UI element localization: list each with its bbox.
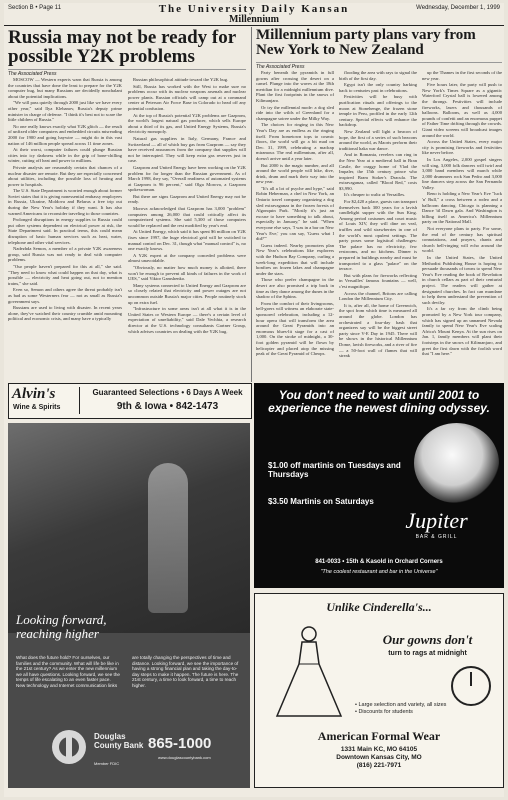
paragraph: For $2,420 a place, guests can transport themselves back 300 years for a lavish candlelight supper with the Sun King. Among period costumes and court music of Louis XIV, they will dine on veal, truffles and wild strawberries in one of the world's most opulent settings. The party poses some logistical challenges: The palace has no electricity, few restrooms, and no kitchens. Dinner is prepared in buildings nearby and must be transported to a glass "palace" on the terrace. (339, 199, 417, 272)
formal-headline: Unlike Cinderella's... (326, 600, 432, 614)
bank-copy-right: are totally changing the perspectives of time and distance. Looking forward, we see the importance of having a strong financial plan and taking the day-to-day steps to make it happen. The future is here. The 21st century, a time to look forward, a time to reach higher. (132, 655, 239, 688)
paragraph: New Zealand will light a beacon of hope, the first of a series of such beacons around the world, as Maoris perform their traditional haka war dance. (339, 128, 417, 151)
alvins-line2: 9th & Iowa • 842-1473 (116, 401, 219, 412)
page-header (4, 3, 504, 26)
formal-bullets (355, 702, 446, 716)
paragraph: Those who prefer champagne in the desert are also promised a trip back in time as they dance among the dunes in the shadow of the Sphinx. (256, 277, 334, 300)
paragraph: It's cheaper to waltz at Versailles. (344, 192, 406, 198)
bank-copy-left: What does the future hold? For ourselves, our families and the community. What will life be like in the 21st century? As we enter the new millennium we all have questions. Looking forward, we see the temps of life escalating to an even faster pace. New technology and Internet communication links (16, 655, 120, 688)
paragraph: Still, Russia has worked with the West to make sure no problems occur with its nuclear weapons arsenals and nuclear power plants. Russian officials will camp out at a command center at Peterson Air Force Base in Colorado to head off any potential confusion. (128, 83, 246, 111)
paragraph: Festivities will be busy with purification rituals and offerings to the moon at Stonehenge, the frozen stone temple in Peru, profiled in the early 12th century. Special effects will enhance the backdrop. (339, 94, 417, 128)
paragraph: And in Romania, revelers can ring in the New Year at a medieval ball in Bran Castle, the craggy home of Vlad the Impaler, the 15th century prince who inspired Bram Stoker's Dracula. The extravaganza, called "Blood Red," costs $3,990. (339, 152, 417, 191)
story-russia-col1 (8, 77, 122, 381)
jupiter-slogan: "The coolest restaurant and bar in the Universe" (320, 569, 438, 575)
paragraph: Nadezhda Semon, a member of a private Y2K awareness group, said Russia was not ready to deal with computer problems. (8, 246, 122, 263)
jupiter-promo2: $3.50 Martinis on Saturdays (268, 497, 374, 506)
paragraph: Across the channel, Britons are calling London the Millennium City. (339, 290, 417, 302)
ad-jupiter (254, 383, 504, 588)
ad-photo (8, 423, 250, 633)
paragraph: Reno is holding a New Year's Eve "luck 'n' Bull," a cross between a rodeo and a ballroom dancing. Chicago is planning a Dance 'til Dawn gala. And Washington is billing itself as America's Millennium party on the National Mall. (422, 191, 502, 225)
paragraph: Egypt isn't the only country harking back to centuries past in celebrations. (339, 82, 417, 93)
paragraph: A Y2K expert at the company conceded problems were almost unavoidable. (128, 252, 246, 264)
story-millennium-col1 (256, 70, 334, 381)
paragraph: "Our people haven't prepared for this at all," she said. "They need to know what could happen on that day, what is possible — electricity and heat going out, not to mention trains," she said. (8, 264, 122, 286)
paragraph: Even so, Semon and others agree the threat probably isn't as bad as some Westerners fear — not as small as Russia's government says. (8, 287, 122, 304)
paragraph: "Obviously, no matter how much money is allotted, there won't be enough to prevent all kinds of failures in the work of UES," said Viktor Gamshenko. (128, 265, 246, 282)
paragraph: In Los Angeles, 2,000 gospel singers will sing, 3,000 folk dancers will twirl and 3,000 band members will march while 2,000 drummers rock San Pedro and 3,000 line dancers step across the San Fernando Valley. (422, 156, 502, 190)
formal-bullet: • Discounts for students (355, 709, 413, 715)
byline-right: The Associated Press (256, 62, 502, 70)
paragraph: Across the United States, every major city is promising fireworks and festivities like never before. (422, 139, 502, 156)
jupiter-logo-sub: BAR & GRILL (415, 534, 458, 540)
paragraph: Gazprom and United Energy have been working on the Y2K problem for far longer than the Russian government. As of March 1998, they say, "Overall readiness of automated systems at Gazprom is 96 percent," said Olga Morova, a Gazprom spokeswoman. (128, 164, 246, 193)
newspaper-page (4, 3, 504, 797)
divider (79, 387, 80, 414)
paragraph: At their worst, computer failures could plunge Russian cities into icy darkness while in the grip of bone-chilling winter, cutting off heat and power to millions. (8, 147, 122, 164)
paragraph: Party beneath the pyramids in full gowns after crossing the desert on a camel. Plunge into the waves at the 18th meridian for a midnight millennium dive. Plant the first footprints in the snows of Kilimanjaro. (256, 70, 334, 103)
paragraph: The U.S. State Department is worried enough about former Soviet states that it is giving nonessential embassy employees in Russia, Ukraine, Moldova and Belarus a free trip out during the New Year's holiday if they want. It has also warned Americans to reconsider traveling to those countries. (8, 188, 122, 216)
section-title: Millennium (228, 14, 279, 25)
ad-douglas-county-bank (8, 423, 250, 788)
headline-russia: Russia may not be ready for possible Y2K problems (8, 27, 236, 68)
formal-address (255, 746, 503, 770)
issue-date: Wednesday, December 1, 1999 (416, 5, 500, 11)
paragraph: Morova acknowledged that Gazprom has 3,000 "problem" computers among 26,000 that could critically affect its computerized systems. She said 5,300 of those computers would be replaced and the rest modified by year's end. (128, 206, 246, 228)
paragraph: From the comfort of their livingrooms, bell-goers will witness an elaborate state-sponsored celebration, including a 12-hour opera that will transform the area around the Great Pyramids into an enormous blues-lit stage for a cast of 1,000. On the stroke of midnight, a 30-foot golden pyramid will be flown by helicopter and placed atop the missing peak of the Great Pyramid of Cheops. (256, 300, 334, 357)
formal-addr2: Downtown Kansas City, MO (336, 754, 422, 761)
formal-addr1: 1331 Main KC, MO 64105 (340, 746, 418, 753)
paper-name: The University Daily Kansan (158, 3, 350, 15)
story-russia-col2 (128, 77, 246, 381)
bank-member: Member FDIC (94, 761, 120, 766)
bank-name: Douglas County Bank (94, 732, 144, 750)
story-millennium-col3 (422, 70, 502, 381)
jupiter-logo: Jupiter (405, 508, 468, 533)
bank-url: www.douglascountybank.com (158, 755, 211, 760)
bank-logo-icon (48, 728, 90, 766)
column-rule (251, 27, 252, 382)
paragraph: No one really knows exactly what Y2K glitch — the result of unfixed older computers and embedded circuits misreading 2000 for 1900 and going haywire — might do in this vast nation of 146 million people spread across 11 time zones. (8, 123, 122, 146)
gown-icon (269, 624, 349, 719)
paragraph: "Infrastructure in some areas isn't at all what it is in the United States or Western Europe — there's a certain level of expectation of unreliability," said Dale Vechhia, a research director at the U.S. technology consultants Gartner Group, which advises countries on dealing with the Y2K bug. (128, 306, 246, 334)
formal-phone: (816) 221-7971 (356, 762, 402, 769)
paragraph: Many systems connected to United Energy and Gazprom are so closely related that electricity and power outages are not uncommon outside Russia's major cities. People routinely stock up on extra fuel. (128, 282, 246, 305)
paragraph: Prolonged disruptions in energy supplies to Russia could put other systems dependent on electrical power at risk, the State Department said. In practical terms, this could mean disruption of basic human services such as heat, water, telephone and other vital services. (8, 217, 122, 245)
paragraph: Russians are used to living with disaster. In recent years alone, they've watched their country crumble amid mounting political and economic crisis, and many have a typically (8, 305, 122, 322)
formal-bullet: • Large selection and variety, all sizes (355, 702, 447, 708)
paragraph: At the top of Russia's potential Y2K problems are Gazprom, the world's largest natural gas producer, which sells Europe about a third of its gas, and United Energy Systems, Russia's electricity monopoly. (128, 112, 246, 135)
paragraph: Russian philosophical attitude toward the Y2K bug. (133, 77, 229, 82)
paragraph: "It's all a lot of psyche and hype," said Robin Heberman, a chef in New York, an Ontario travel company organizing a dog sled extravaganza in the frozen forests of Algonquin Park. "Mostly it's just an excuse to have something to talk about, especially in January," he said. "When everyone else says, 'I was in a bar on New Year's Eve,' you can say, 'Guess what I did?'" (256, 185, 334, 242)
paragraph: Not everyone plans to party. For some, the end of the century has spiritual connotations, and prayers, chants and church bell-ringing will echo around the world. (422, 226, 502, 254)
headline-millennium: Millennium party plans vary from New York to New Zealand (256, 27, 476, 59)
formal-gowns2: turn to rags at midnight (388, 650, 467, 657)
paragraph: Five hours later, the party will push to New York's Times Square as a gigantic Waterford Crystal ball is lowered among the throngs. Festivities will include fireworks, lasers and thousands of balloons. Balloons, as well as 4,000 pounds of confetti and an enormous puppet of Father Time drifting through the crowds. Giant video screens will broadcast images around the world. (422, 82, 502, 138)
paragraph: Private analysts are reasonably certain that chances of a nuclear disaster are remote. But they are especially concerned about utilities, including the possible loss of heating and power to hospitals. (8, 164, 122, 187)
paragraph: At United Energy, which said it has spent $6 million on Y2K fixes since 1997, the huge electrical grid will be switched to manual control on Dec. 31, though what "manual control" is, no one exactly knows. (128, 229, 246, 252)
paragraph: It is, after all, the home of Greenwich, the spot from which time is measured all around the globe. London has orchestrated a four-day bash that organizers say will be the biggest street party since V-E Day in 1945. There will be shows in the historical Millennium Dome, lavish fireworks, and a river of fire — a 50-foot wall of flames that will streak (339, 302, 417, 359)
bank-headline: Looking forward, reaching higher (16, 612, 107, 641)
paragraph: Natural gas suppliers in Italy, Germany, France and Switzerland — all of which buy gas from Gazprom — say they have received assurances from the company that supplies will not be interrupted. They will keep extra gas reserves just in case. (128, 135, 246, 164)
formal-store: American Formal Wear (317, 729, 441, 743)
person-silhouette-icon (148, 463, 188, 613)
paragraph: But with plans for fireworks reflecting in Versailles' famous fountains — well, c'est magnifique. (339, 272, 417, 289)
ad-alvins (8, 383, 252, 419)
jupiter-address: 841-0033 • 15th & Kasold in Orchard Corners (315, 559, 443, 565)
paragraph: MOSCOW — Western experts warn that Russia is among the countries that have done the least to prepare for the Y2K computer bug, but many Russians are decidedly nonchalant about the potential implications. (8, 77, 122, 99)
paragraph: But there are signs Gazprom and United Energy may not be ready. (128, 193, 246, 205)
paragraph: flooding the area with rays to signal the birth of the first day. (339, 70, 417, 81)
story-millennium-col2 (339, 70, 417, 381)
paragraph: Or try the millennial mode: a dog sled ride into the wilds of Greenland for a champagne soiree under the Milky Way. (256, 104, 334, 121)
byline-left: The Associated Press (8, 69, 246, 77)
bank-phone: 865-1000 (148, 735, 212, 752)
paragraph: "We will pass quietly through 2000 just like we have every other year," said Ilya Klebanov, Russia's deputy prime minister in charge of defense. "I think it's best not to scare the little children of Russia." (8, 100, 122, 123)
clock-icon (451, 666, 491, 706)
formal-gowns: Our gowns don't (382, 632, 473, 647)
paragraph: In the United States, the United Methodist Publishing House is hoping to persuade thousands of towns to spend New Year's Eve reading the book of Revelation in church cellars as part of their centurial project. The readers will gather at designated churches. In fact can mundane to help them understand the prevention of such devilry. (422, 255, 502, 305)
ad-american-formal-wear (254, 593, 504, 788)
paragraph: But 2000 is the magic number, and all around the world people will hike, dive, drink, drum and mark their way into the new year. (256, 162, 334, 185)
jupiter-headline: You don't need to wait until 2001 to experience the newest dining odyssey. (268, 388, 490, 415)
alvins-logo: Alvin's (12, 386, 56, 402)
paragraph: It's a far cry from the climb being promoted by a New York tour company, which has signed up an unnamed Nevada family to spend New Year's Eve scaling Africa's Mount Kenya. At the sun rises on Jan. 1, family members will plant their footsteps in the snows of Kilimanjaro, and greet the first dawn with the foolish word that "I am here." (422, 306, 502, 357)
paragraph: The choices for ringing in this New Year's Day are as endless as the ringing itself. From hometown tops to cosmic floors, the world will go a bit mad on Dec. 31, 1999, celebrating a madcap miramour. The real millennium, after all, doesn't arrive until a year later. (256, 122, 334, 161)
jupiter-promo1: $1.00 off martinis on Tuesdays and Thursdays (268, 461, 401, 479)
section-page: Section B • Page 11 (8, 5, 62, 11)
paragraph: up the Thames in the first seconds of the new year. (422, 70, 502, 81)
alvins-line1: Guaranteed Selections • 6 Days A Week (92, 388, 243, 397)
alvins-tagline: Wine & Spirits (13, 404, 61, 411)
paragraph: Guess indeed. Nearby promoters plan New Year's celebrations like explorers with the Hudson Bay Company, curling a week-long expedition that will include bonfires on frozen lakes and champagne under the stars. (256, 242, 334, 276)
